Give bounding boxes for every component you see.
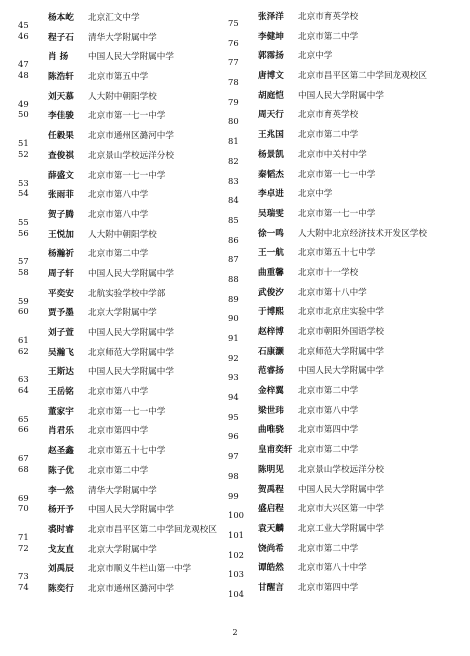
student-name: 王悦加: [48, 229, 74, 240]
school-name: 北京市北京庄实验中学: [298, 307, 384, 318]
list-item: [18, 168, 228, 188]
student-name: 饶尚希: [258, 543, 284, 554]
list-item: [18, 581, 228, 601]
entry-number: 52: [18, 148, 29, 159]
entry-number: 65: [18, 413, 29, 424]
student-name: 贺禹程: [258, 484, 284, 495]
list-item: [228, 522, 468, 542]
school-name: 北京师范大学附属中学: [298, 346, 384, 357]
entry-number: 85: [228, 214, 239, 225]
school-name: 北京市第一七一中学: [88, 111, 166, 122]
entry-number: 73: [18, 571, 29, 582]
entry-number: 69: [18, 492, 29, 503]
entry-number: 70: [18, 503, 29, 514]
list-item: [18, 266, 228, 286]
entry-number: 49: [18, 98, 29, 109]
entry-number: 61: [18, 335, 29, 345]
entry-number: 51: [18, 138, 29, 149]
entry-number: 100: [228, 510, 244, 521]
list-item: [18, 463, 228, 483]
student-name: 吴瀚飞: [48, 347, 74, 358]
list-item: [18, 325, 228, 345]
student-name: 张雨菲: [48, 190, 74, 201]
school-name: 中国人民大学附属中学: [298, 366, 384, 377]
student-name: 肖君乐: [48, 426, 74, 437]
entry-number: 86: [228, 234, 239, 245]
school-name: 北京中学: [298, 189, 333, 200]
school-name: 北京景山学校远洋分校: [298, 464, 384, 475]
school-name: 北京市第二中学: [88, 465, 149, 476]
student-name: 陈奕行: [48, 583, 74, 594]
student-name: 盛启程: [258, 504, 284, 515]
left-column: [18, 10, 228, 601]
school-name: 北京中学: [298, 51, 333, 62]
list-item: [18, 345, 228, 365]
list-item: [228, 443, 468, 463]
student-name: 范睿扬: [258, 366, 284, 377]
list-item: [228, 30, 468, 50]
list-item: [228, 542, 468, 562]
school-name: 北京大学附属中学: [88, 544, 157, 555]
list-item: [228, 364, 468, 384]
entry-number: 91: [228, 333, 239, 343]
school-name: 北京市第五十七中学: [88, 446, 166, 457]
school-name: 北京市育英学校: [298, 12, 359, 22]
entry-number: 103: [228, 569, 244, 580]
student-name: 刘天慕: [48, 91, 74, 102]
entry-number: 68: [18, 463, 29, 474]
entry-number: 90: [228, 313, 239, 324]
student-name: 董家宇: [48, 406, 74, 417]
student-name: 梁世玮: [258, 405, 284, 416]
school-name: 北京市第八中学: [88, 209, 149, 220]
school-name: 人大附中朝阳学校: [88, 229, 157, 240]
school-name: 北京市中关村中学: [298, 149, 367, 160]
list-item: [228, 49, 468, 69]
list-item: [228, 187, 468, 207]
student-name: 秦韬杰: [258, 169, 284, 180]
entry-number: 81: [228, 136, 239, 147]
list-item: [18, 443, 228, 463]
entry-number: 93: [228, 372, 239, 383]
school-name: 北京市第一七一中学: [298, 169, 376, 180]
school-name: 北京市朝阳外国语学校: [298, 327, 384, 337]
school-name: 人大附中北京经济技术开发区学校: [298, 228, 427, 239]
student-name: 陈明见: [258, 464, 284, 475]
list-item: [228, 286, 468, 306]
student-name: 贾予墨: [48, 308, 74, 319]
entry-number: 98: [228, 470, 239, 481]
student-name: 任毅果: [48, 131, 74, 142]
list-item: [18, 483, 228, 503]
school-name: 北京市第二中学: [298, 543, 359, 554]
entry-number: 94: [228, 392, 239, 403]
list-item: [18, 305, 228, 325]
student-name: 赵梓博: [258, 327, 284, 337]
student-name: 王岳铭: [48, 387, 74, 398]
entry-number: 53: [18, 177, 29, 188]
entry-number: 71: [18, 531, 29, 542]
entry-number: 74: [18, 581, 29, 592]
school-name: 北京市第二中学: [298, 386, 359, 397]
entry-number: 48: [18, 70, 29, 81]
entry-number: 45: [18, 20, 29, 30]
list-item: [228, 463, 468, 483]
student-name: 平奕安: [48, 288, 74, 299]
student-name: 石康灏: [258, 346, 284, 357]
entry-number: 66: [18, 424, 29, 435]
page-number: 2: [232, 628, 238, 637]
student-name: 王兆国: [258, 130, 284, 141]
school-name: 北京大学附属中学: [88, 308, 157, 319]
school-name: 北京市十一学校: [298, 267, 359, 278]
entry-number: 55: [18, 216, 29, 227]
list-item: [228, 168, 468, 188]
student-name: 甘醒言: [258, 582, 284, 593]
school-name: 北京市第二中学: [88, 249, 149, 260]
entry-number: 47: [18, 59, 29, 70]
entry-number: 64: [18, 385, 29, 396]
student-name: 杨开予: [48, 505, 74, 516]
list-item: [18, 89, 228, 109]
student-name: 程子石: [48, 32, 74, 43]
right-column: [228, 10, 468, 601]
school-name: 中国人民大学附属中学: [298, 484, 384, 495]
student-name: 吴瑞雯: [258, 208, 284, 219]
list-item: [228, 502, 468, 522]
entry-number: 50: [18, 109, 29, 120]
school-name: 中国人民大学附属中学: [298, 90, 384, 101]
school-name: 清华大学附属中学: [88, 485, 157, 496]
entry-number: 76: [228, 37, 239, 48]
entry-number: 75: [228, 18, 239, 28]
list-item: [228, 384, 468, 404]
student-name: 裘时睿: [48, 524, 74, 535]
list-item: [228, 108, 468, 128]
student-name: 李卓进: [258, 189, 284, 200]
student-name: 薛盛文: [48, 170, 74, 181]
list-item: [18, 49, 228, 69]
student-name: 肖 扬: [48, 52, 69, 63]
list-item: [228, 483, 468, 503]
list-item: [18, 30, 228, 50]
entry-number: 89: [228, 293, 239, 304]
list-item: [228, 266, 468, 286]
entry-number: 46: [18, 30, 29, 41]
entry-number: 82: [228, 155, 239, 166]
list-item: [228, 69, 468, 89]
student-name: 唐博文: [258, 71, 284, 82]
list-item: [18, 69, 228, 89]
student-name: 杨本屹: [48, 13, 74, 23]
list-item: [228, 305, 468, 325]
school-name: 北京市第一七一中学: [88, 406, 166, 417]
list-item: [18, 384, 228, 404]
entry-number: 57: [18, 256, 29, 267]
school-name: 北京市第二中学: [298, 31, 359, 42]
entry-number: 79: [228, 96, 239, 107]
student-name: 郭霈扬: [258, 51, 284, 62]
student-name: 杨景凯: [258, 149, 284, 160]
school-name: 北京市第八十中学: [298, 563, 367, 574]
school-name: 北京市第二中学: [298, 445, 359, 456]
school-name: 北京市第五中学: [88, 72, 149, 83]
entry-number: 58: [18, 266, 29, 277]
list-item: [228, 561, 468, 581]
entry-number: 101: [228, 529, 244, 540]
school-name: 北京市第八中学: [88, 387, 149, 398]
school-name: 北京工业大学附属中学: [298, 523, 384, 534]
list-item: [228, 89, 468, 109]
school-name: 北京市通州区潞河中学: [88, 131, 174, 142]
list-item: [18, 187, 228, 207]
entry-number: 67: [18, 453, 29, 464]
list-item: [18, 246, 228, 266]
student-name: 贺子腾: [48, 209, 74, 220]
entry-number: 99: [228, 490, 239, 501]
school-name: 北京师范大学附属中学: [88, 347, 174, 358]
entry-number: 96: [228, 431, 239, 442]
school-name: 北京市顺义牛栏山第一中学: [88, 564, 192, 575]
entry-number: 78: [228, 77, 239, 88]
list-item: [228, 246, 468, 266]
list-item: [18, 10, 228, 30]
list-item: [18, 148, 228, 168]
list-item: [228, 128, 468, 148]
list-item: [228, 423, 468, 443]
list-item: [228, 345, 468, 365]
list-item: [18, 522, 228, 542]
list-item: [18, 108, 228, 128]
student-name: 陈浩轩: [48, 72, 74, 83]
list-item: [228, 207, 468, 227]
school-name: 中国人民大学附属中学: [88, 505, 174, 516]
entry-number: 59: [18, 295, 29, 306]
student-name: 陈子优: [48, 465, 74, 476]
school-name: 中国人民大学附属中学: [88, 367, 174, 378]
student-name: 袁天麟: [258, 523, 284, 534]
school-name: 北京市第四中学: [298, 425, 359, 436]
entry-number: 60: [18, 306, 29, 317]
list-item: [18, 423, 228, 443]
student-name: 赵圣鑫: [48, 446, 74, 457]
student-name: 李健坤: [258, 31, 284, 42]
list-item: [228, 10, 468, 30]
school-name: 北京市昌平区第二中学回龙观校区: [298, 71, 427, 82]
student-name: 李佳骏: [48, 111, 74, 122]
student-name: 周天行: [258, 110, 284, 121]
school-name: 清华大学附属中学: [88, 32, 157, 43]
school-name: 北京市通州区潞河中学: [88, 583, 174, 594]
student-name: 王一航: [258, 248, 284, 259]
list-item: [228, 227, 468, 247]
entry-number: 88: [228, 273, 239, 284]
entry-number: 102: [228, 549, 244, 560]
list-item: [18, 404, 228, 424]
list-item: [18, 207, 228, 227]
school-name: 北京市第十八中学: [298, 287, 367, 298]
school-name: 中国人民大学附属中学: [88, 52, 174, 63]
entry-number: 56: [18, 227, 29, 238]
school-name: 人大附中朝阳学校: [88, 91, 157, 102]
entry-number: 104: [228, 588, 244, 599]
student-name: 查俊祺: [48, 150, 74, 161]
entry-number: 62: [18, 345, 29, 356]
school-name: 北京市第八中学: [298, 405, 359, 416]
school-name: 北京市大兴区第一中学: [298, 504, 384, 515]
entry-number: 77: [228, 57, 239, 68]
school-name: 北京市昌平区第二中学回龙观校区: [88, 524, 217, 535]
school-name: 北京景山学校远洋分校: [88, 150, 174, 161]
list-item: [18, 364, 228, 384]
student-name: 曲重馨: [258, 267, 284, 278]
school-name: 中国人民大学附属中学: [88, 328, 174, 338]
student-name: 于博熙: [258, 307, 284, 318]
student-name: 金梓翼: [258, 386, 284, 397]
school-name: 北京市第四中学: [88, 426, 149, 437]
school-name: 北航实验学校中学部: [88, 288, 166, 299]
school-name: 北京市第二中学: [298, 130, 359, 141]
entry-number: 54: [18, 188, 29, 199]
student-name: 刘禹辰: [48, 564, 74, 575]
school-name: 北京市第一七一中学: [88, 170, 166, 181]
entry-number: 63: [18, 374, 29, 385]
student-name: 武俊汐: [258, 287, 284, 298]
school-name: 北京市第五十七中学: [298, 248, 376, 259]
school-name: 北京市第八中学: [88, 190, 149, 201]
list-item: [18, 542, 228, 562]
student-name: 杨瀚祈: [48, 249, 74, 260]
student-name: 徐一鸣: [258, 228, 284, 239]
student-name: 刘子萱: [48, 328, 74, 338]
list-item: [228, 404, 468, 424]
list-item: [18, 286, 228, 306]
entry-number: 80: [228, 116, 239, 127]
student-name: 胡庭恺: [258, 90, 284, 101]
student-name: 曲唯骁: [258, 425, 284, 436]
school-name: 中国人民大学附属中学: [88, 268, 174, 279]
list-item: [228, 581, 468, 601]
student-name: 李一然: [48, 485, 74, 496]
list-item: [228, 325, 468, 345]
entry-number: 87: [228, 254, 239, 265]
student-name: 张泽洋: [258, 12, 284, 22]
student-name: 谭皓然: [258, 563, 284, 574]
school-name: 北京市第一七一中学: [298, 208, 376, 219]
school-name: 北京汇文中学: [88, 13, 140, 23]
student-name: 皇甫奕轩: [258, 445, 293, 456]
list-item: [228, 148, 468, 168]
school-name: 北京市第四中学: [298, 582, 359, 593]
list-item: [18, 128, 228, 148]
entry-number: 72: [18, 542, 29, 553]
list-item: [18, 502, 228, 522]
student-name: 周子轩: [48, 268, 74, 279]
entry-number: 97: [228, 451, 239, 462]
entry-number: 83: [228, 175, 239, 186]
entry-number: 95: [228, 411, 239, 422]
list-item: [18, 561, 228, 581]
school-name: 北京市育英学校: [298, 110, 359, 121]
student-name: 王斯达: [48, 367, 74, 378]
student-name: 戈友直: [48, 544, 74, 555]
entry-number: 92: [228, 352, 239, 363]
entry-number: 84: [228, 195, 239, 206]
list-item: [18, 227, 228, 247]
